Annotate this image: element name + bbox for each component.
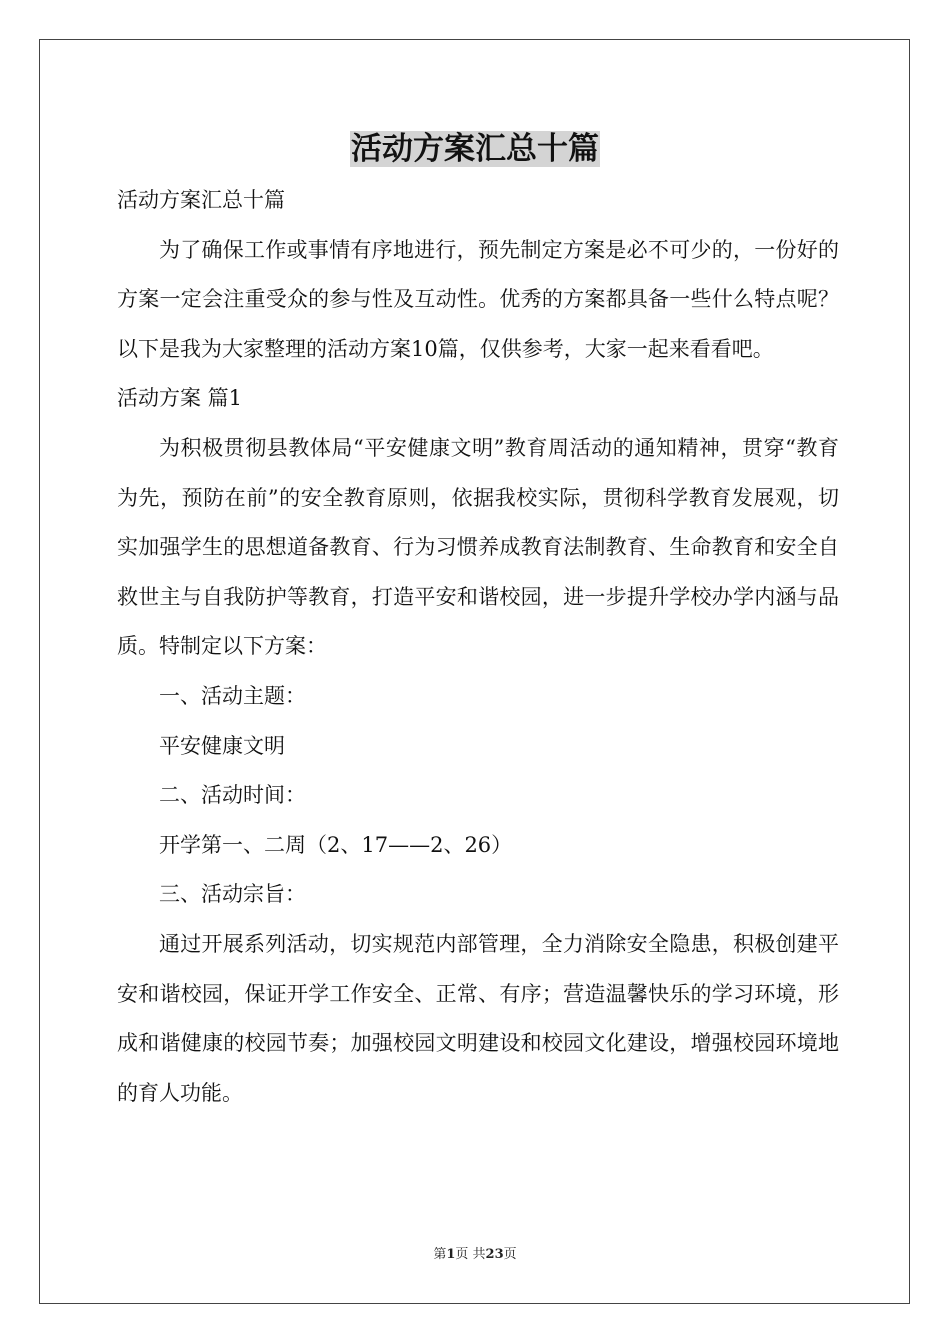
item-theme-value: 平安健康文明 (159, 733, 285, 758)
document-title-text: 活动方案汇总十篇 (351, 131, 599, 167)
page-footer (0, 1246, 950, 1264)
subtitle-line: 活动方案汇总十篇 (117, 188, 285, 212)
body-paragraph: 为积极贯彻县教体局“平安健康文明”教育周活动的通知精神，贯穿“教育为先，预防在前”的安全教育原则，依据我校实际，贯彻科学教育发展观，切实加强学生的思想道备教育、行为习惯养成教育法制教育、生命教育和安全自救世主与自我防护等教育，打造平安和谐校园，进一步提升学校办学内涵与品质。特制定以下方案： (117, 435, 839, 659)
document-body (117, 176, 839, 1118)
item-heading-theme: 一、活动主题： (159, 683, 306, 708)
item-time-value: 开学第一、二周（2、17——2、26） (159, 832, 513, 857)
footer-page-current: 1 (446, 1247, 456, 1262)
item-heading-time: 二、活动时间： (159, 783, 306, 808)
purpose-paragraph: 通过开展系列活动，切实规范内部管理，全力消除安全隐患，积极创建平安和谐校园，保证开学工作安全、正常、有序；营造温馨快乐的学习环境，形成和谐健康的校园节奏；加强校园文明建设和校园文化建设，增强校园环境地的育人功能。 (117, 931, 839, 1105)
footer-prefix: 第 (433, 1247, 447, 1262)
section-heading-1: 活动方案 篇1 (117, 386, 243, 411)
footer-suffix: 页 (503, 1247, 517, 1262)
document-title (0, 128, 950, 170)
footer-mid: 页 共 (455, 1247, 486, 1262)
intro-paragraph: 为了确保工作或事情有序地进行，预先制定方案是必不可少的，一份好的方案一定会注重受众的参与性及互动性。优秀的方案都具备一些什么特点呢？以下是我为大家整理的活动方案10篇，仅供参考，大家一起来看看吧。 (117, 237, 839, 361)
item-heading-purpose: 三、活动宗旨： (159, 882, 306, 907)
footer-page-total: 23 (485, 1247, 504, 1262)
